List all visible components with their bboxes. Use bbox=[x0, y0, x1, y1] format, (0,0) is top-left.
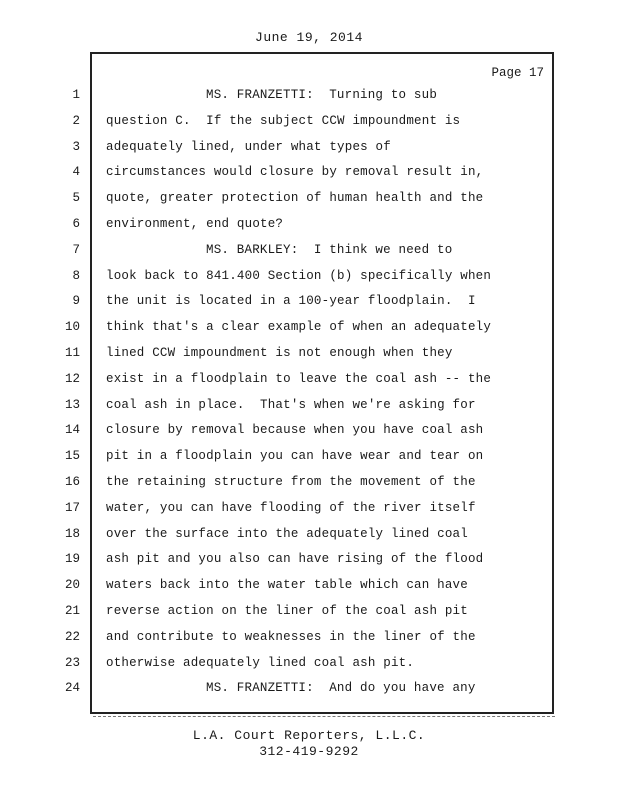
line-number: 4 bbox=[72, 165, 80, 180]
line-number: 15 bbox=[64, 449, 80, 464]
transcript-line bbox=[0, 423, 618, 449]
court-reporter-phone: 312-419-9292 bbox=[259, 744, 359, 759]
transcript-line bbox=[0, 475, 618, 501]
transcript-line bbox=[0, 398, 618, 424]
line-text: environment, end quote? bbox=[106, 217, 284, 231]
transcript-line bbox=[0, 88, 618, 114]
transcript-line bbox=[0, 681, 618, 707]
line-text: MS. FRANZETTI: Turning to sub bbox=[206, 88, 438, 102]
transcript-line bbox=[0, 140, 618, 166]
line-text: adequately lined, under what types of bbox=[106, 139, 391, 154]
line-number: 21 bbox=[64, 604, 80, 618]
page-number: Page 17 bbox=[491, 66, 544, 80]
line-number: 23 bbox=[64, 655, 80, 670]
line-text: coal ash in place. That's when we're asking for bbox=[106, 397, 476, 412]
line-number: 2 bbox=[72, 113, 80, 128]
transcript-date: June 19, 2014 bbox=[255, 30, 363, 45]
line-text: over the surface into the adequately lined coal bbox=[106, 526, 468, 541]
line-text: ash pit and you also can have rising of the flood bbox=[106, 552, 484, 567]
line-number: 14 bbox=[64, 423, 80, 438]
transcript-line bbox=[0, 552, 618, 578]
line-text: circumstances would closure by removal result in, bbox=[106, 165, 484, 180]
court-reporter-name: L.A. Court Reporters, L.L.C. bbox=[192, 728, 426, 743]
line-text: MS. FRANZETTI: And do you have any bbox=[206, 681, 476, 696]
line-text: waters back into the water table which can have bbox=[106, 578, 468, 593]
line-text: reverse action on the liner of the coal ash pit bbox=[106, 604, 468, 618]
line-number: 12 bbox=[64, 371, 80, 386]
line-number: 24 bbox=[64, 681, 80, 696]
transcript-line bbox=[0, 165, 618, 191]
line-number: 7 bbox=[72, 242, 80, 257]
transcript-line bbox=[0, 656, 618, 682]
line-number: 11 bbox=[64, 346, 80, 360]
line-text: look back to 841.400 Section (b) specifically when bbox=[106, 268, 492, 283]
transcript-line bbox=[0, 114, 618, 140]
line-number: 20 bbox=[64, 578, 80, 593]
transcript-line bbox=[0, 527, 618, 553]
transcript-line bbox=[0, 578, 618, 604]
line-text: lined CCW impoundment is not enough when they bbox=[106, 346, 453, 360]
line-text: exist in a floodplain to leave the coal ash -- the bbox=[106, 371, 492, 386]
line-text: quote, greater protection of human health and the bbox=[106, 191, 484, 206]
line-text: pit in a floodplain you can have wear and tear on bbox=[106, 449, 484, 464]
transcript-line bbox=[0, 217, 618, 243]
line-number: 22 bbox=[64, 629, 80, 644]
line-number: 16 bbox=[64, 475, 80, 489]
transcript-line bbox=[0, 372, 618, 398]
line-number: 17 bbox=[64, 500, 80, 515]
line-number: 10 bbox=[64, 320, 80, 335]
line-number: 8 bbox=[72, 268, 80, 283]
transcript-line bbox=[0, 294, 618, 320]
line-text: closure by removal because when you have coal ash bbox=[106, 423, 484, 438]
line-number: 5 bbox=[72, 191, 80, 206]
line-text: think that's a clear example of when an adequately bbox=[106, 320, 492, 335]
line-number: 3 bbox=[72, 139, 80, 154]
transcript-line bbox=[0, 630, 618, 656]
line-text: and contribute to weaknesses in the liner of the bbox=[106, 629, 476, 644]
line-text: the unit is located in a 100-year floodplain. I bbox=[106, 294, 476, 309]
line-number: 9 bbox=[72, 294, 80, 309]
frame-bottom-rule bbox=[93, 714, 555, 717]
transcript-line bbox=[0, 346, 618, 372]
line-number: 19 bbox=[64, 552, 80, 567]
line-text: MS. BARKLEY: I think we need to bbox=[206, 242, 453, 257]
line-number: 18 bbox=[64, 526, 80, 541]
transcript-line bbox=[0, 243, 618, 269]
line-text: water, you can have flooding of the river itself bbox=[106, 500, 476, 515]
line-text: the retaining structure from the movement of the bbox=[106, 475, 476, 489]
transcript-line bbox=[0, 501, 618, 527]
transcript-line bbox=[0, 604, 618, 630]
line-text: question C. If the subject CCW impoundment is bbox=[106, 113, 461, 128]
transcript-line bbox=[0, 449, 618, 475]
transcript-line bbox=[0, 191, 618, 217]
line-text: otherwise adequately lined coal ash pit. bbox=[106, 655, 415, 670]
transcript-line bbox=[0, 269, 618, 295]
line-number: 6 bbox=[72, 217, 80, 231]
transcript-line bbox=[0, 320, 618, 346]
line-number: 13 bbox=[64, 397, 80, 412]
line-number: 1 bbox=[72, 88, 80, 102]
